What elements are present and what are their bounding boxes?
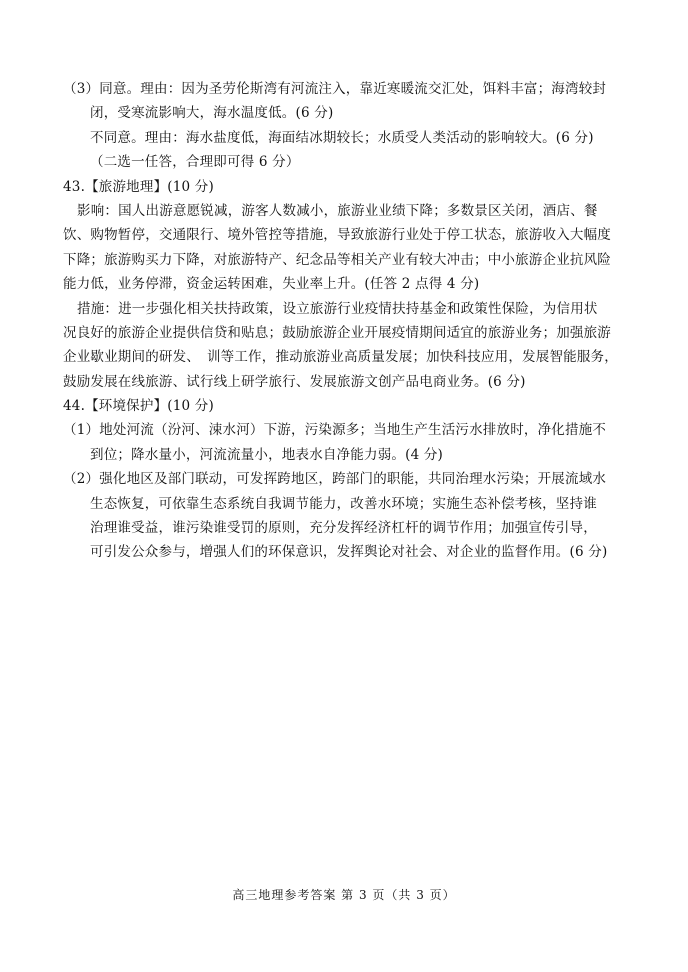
text-line: 下降；旅游购买力下降，对旅游特产、纪念品等相关产业有较大冲击；中小旅游企业抗风险 xyxy=(63,251,611,268)
text-line: 生态恢复，可依靠生态系统自我调节能力，改善水环境；实施生态补偿考核，坚持谁 xyxy=(90,495,597,512)
text-line: （3）同意。理由：因为圣劳伦斯湾有河流注入，靠近寒暖流交汇处，饵料丰富；海湾较封 xyxy=(63,81,607,97)
text-line: 企业歇业期间的研发、 训等工作，推动旅游业高质量发展；加快科技应用，发展智能服务， xyxy=(63,349,618,366)
text-line: （2）强化地区及部门联动，可发挥跨地区，跨部门的职能，共同治理水污染；开展流域水 xyxy=(63,471,607,488)
text-line: 不同意。理由：海水盐度低，海面结冰期较长；水质受人类活动的影响较大。(6 分) xyxy=(90,129,594,146)
text-line: 闭，受寒流影响大，海水温度低。(6 分) xyxy=(90,105,334,122)
page-footer: 高三地理参考答案 第 3 页（共 3 页） xyxy=(232,888,456,902)
section-heading: 43.【旅游地理】(10 分) xyxy=(63,178,214,195)
text-line: 鼓励发展在线旅游、试行线上研学旅行、发展旅游文创产品电商业务。(6 分) xyxy=(63,373,526,390)
text-line: 可引发公众参与，增强人们的环保意识，发挥舆论对社会、对企业的监督作用。(6 分) xyxy=(90,544,608,561)
text-line: 到位；降水量小，河流流量小，地表水自净能力弱。(4 分) xyxy=(90,446,444,463)
text-line: 措施：进一步强化相关扶持政策，设立旅游行业疫情扶持基金和政策性保险，为信用状 xyxy=(77,300,598,317)
text-line: 治理谁受益，谁污染谁受罚的原则，充分发挥经济杠杆的调节作用；加强宣传引导， xyxy=(90,520,597,537)
section-heading: 44.【环境保护】(10 分) xyxy=(63,398,214,415)
text-line: （1）地处河流（汾河、涑水河）下游，污染源多；当地生产生活污水排放时，净化措施不 xyxy=(63,422,607,439)
answer-body xyxy=(63,77,629,565)
text-line: （二选一任答，合理即可得 6 分） xyxy=(90,154,300,171)
text-line: 饮、购物暂停，交通限行、境外管控等措施，导致旅游行业处于停工状态，旅游收入大幅度 xyxy=(63,227,611,244)
text-line: 能力低，业务停滞，资金运转困难，失业率上升。(任答 2 点得 4 分) xyxy=(63,276,480,293)
text-line: 影响：国人出游意愿锐减，游客人数减小，旅游业业绩下降；多数景区关闭，酒店、餐 xyxy=(77,202,598,219)
text-line: 况良好的旅游企业提供信贷和贴息；鼓励旅游企业开展疫情期间适宜的旅游业务；加强旅游 xyxy=(63,324,611,341)
